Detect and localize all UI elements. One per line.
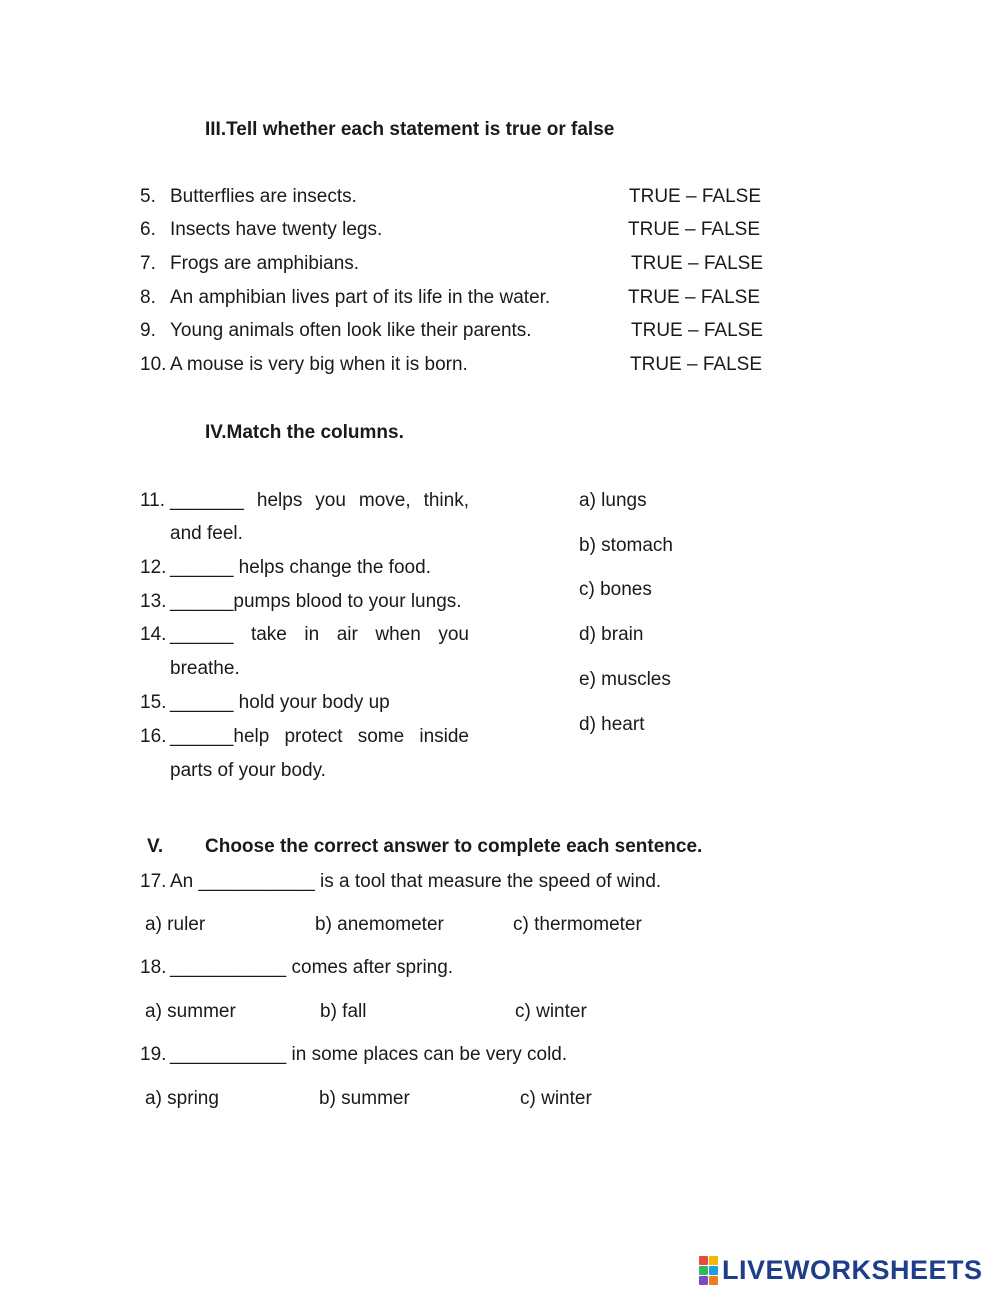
question-text: An ___________ is a tool that measure the speed of wind.: [170, 871, 662, 892]
liveworksheets-logo[interactable]: [699, 1255, 983, 1285]
match-statement[interactable]: ______ helps change the food.: [170, 557, 431, 578]
answer-option[interactable]: c) winter: [515, 1001, 587, 1022]
section-4-heading: IV.Match the columns.: [205, 422, 404, 443]
list-item: [140, 218, 780, 242]
item-number: 19.: [140, 1044, 167, 1065]
section-3-heading: III.Tell whether each statement is true or false: [205, 119, 615, 140]
answer-option[interactable]: a) summer: [145, 1001, 236, 1022]
answer-option[interactable]: a) spring: [145, 1088, 219, 1109]
true-false-choice[interactable]: TRUE – FALSE: [631, 320, 763, 341]
statement-text: A mouse is very big when it is born.: [170, 354, 468, 375]
item-number: 16.: [140, 726, 167, 747]
item-number: 14.: [140, 624, 167, 645]
section-5-heading: Choose the correct answer to complete each sentence.: [205, 836, 703, 857]
match-option[interactable]: b) stomach: [579, 535, 673, 556]
match-option[interactable]: e) muscles: [579, 669, 671, 690]
match-statement-continued: and feel.: [170, 523, 243, 544]
match-statement[interactable]: ______help protect some inside: [170, 726, 469, 747]
match-statement-continued: parts of your body.: [170, 760, 326, 781]
item-number: 11.: [140, 490, 166, 511]
logo-blocks-icon: [699, 1256, 718, 1285]
true-false-choice[interactable]: TRUE – FALSE: [629, 186, 761, 207]
answer-option[interactable]: b) fall: [320, 1001, 367, 1022]
statement-text: An amphibian lives part of its life in the water.: [170, 287, 551, 308]
item-number: 18.: [140, 957, 167, 978]
true-false-choice[interactable]: TRUE – FALSE: [631, 253, 763, 274]
match-option[interactable]: d) heart: [579, 714, 645, 735]
list-item: [140, 319, 780, 343]
section-5-roman: V.: [147, 836, 164, 857]
answer-option[interactable]: a) ruler: [145, 914, 206, 935]
item-number: 7.: [140, 253, 156, 274]
logo-block: [699, 1266, 708, 1275]
list-item: [140, 252, 780, 276]
match-option[interactable]: a) lungs: [579, 490, 647, 511]
answer-option[interactable]: c) winter: [520, 1088, 592, 1109]
answer-option[interactable]: b) anemometer: [315, 914, 444, 935]
statement-text: Insects have twenty legs.: [170, 219, 383, 240]
match-statement[interactable]: ______ take in air when you: [170, 624, 469, 645]
answer-option[interactable]: c) thermometer: [513, 914, 642, 935]
answer-option[interactable]: b) summer: [319, 1088, 410, 1109]
true-false-choice[interactable]: TRUE – FALSE: [628, 287, 760, 308]
item-number: 12.: [140, 557, 167, 578]
logo-block: [699, 1276, 708, 1285]
item-number: 10.: [140, 354, 167, 375]
item-number: 15.: [140, 692, 167, 713]
statement-text: Frogs are amphibians.: [170, 253, 360, 274]
list-item: [140, 353, 780, 377]
statement-text: Young animals often look like their parents.: [170, 320, 532, 341]
item-number: 13.: [140, 591, 167, 612]
true-false-choice[interactable]: TRUE – FALSE: [630, 354, 762, 375]
match-statement[interactable]: _______ helps you move, think,: [170, 490, 469, 511]
item-number: 9.: [140, 320, 156, 341]
statement-text: Butterflies are insects.: [170, 186, 357, 207]
match-option[interactable]: c) bones: [579, 579, 652, 600]
item-number: 8.: [140, 287, 156, 308]
item-number: 6.: [140, 219, 156, 240]
question-text: ___________ comes after spring.: [170, 957, 454, 978]
item-number: 5.: [140, 186, 156, 207]
logo-block: [699, 1256, 708, 1265]
logo-block: [709, 1256, 718, 1265]
logo-block: [709, 1276, 718, 1285]
match-statement[interactable]: ______ hold your body up: [170, 692, 390, 713]
item-number: 17.: [140, 871, 167, 892]
match-option[interactable]: d) brain: [579, 624, 644, 645]
logo-block: [709, 1266, 718, 1275]
question-text: ___________ in some places can be very cold.: [170, 1044, 568, 1065]
list-item: [140, 185, 780, 209]
match-statement-continued: breathe.: [170, 658, 240, 679]
match-statement[interactable]: ______pumps blood to your lungs.: [170, 591, 462, 612]
logo-text: LIVEWORKSHEETS: [722, 1254, 983, 1285]
true-false-choice[interactable]: TRUE – FALSE: [628, 219, 760, 240]
list-item: [140, 286, 780, 310]
